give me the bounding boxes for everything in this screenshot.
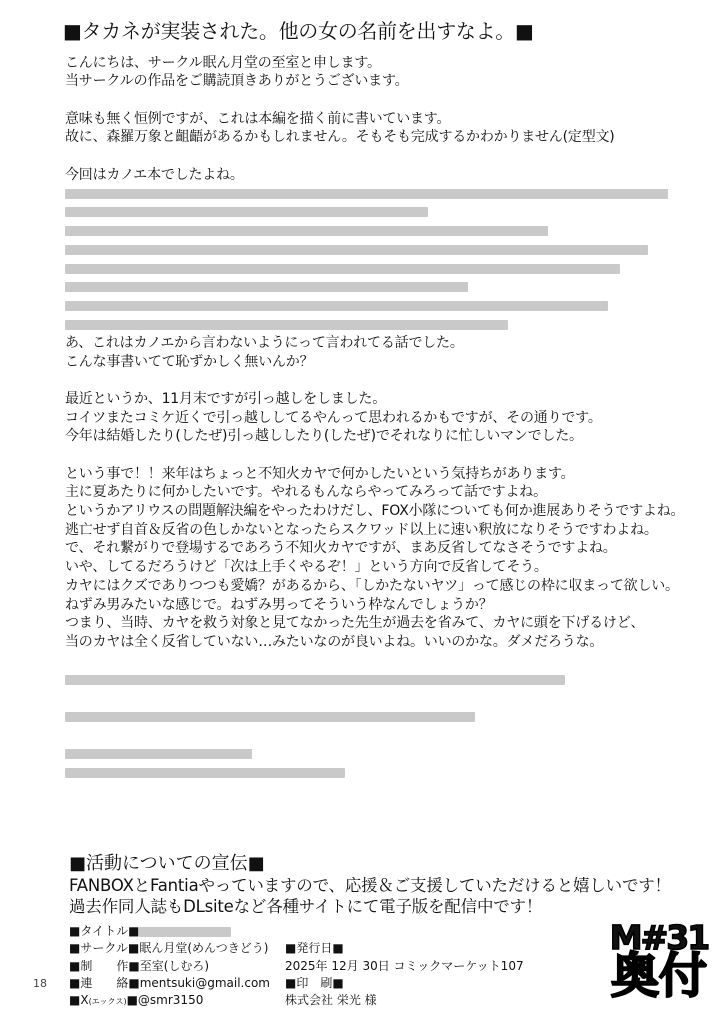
afterword-line: 意味も無く恒例ですが、これは本編を描く前に書いています。 [65,110,451,127]
publish-date-value: 2025年 12月 30日 コミックマーケット107 [285,958,524,973]
colophon-x-handle: @smr3150 [137,993,204,1008]
blank-line [65,726,684,745]
redacted-line [65,315,684,334]
colophon-label-end: ■ [126,992,138,1007]
colophon-label: ■制 作■ [69,958,140,973]
blank-line [65,652,684,671]
blank-line [65,689,684,708]
afterword-line: 故に、森羅万象と齟齬があるかもしれません。そもそも完成するかわかりません(定型文) [65,129,615,146]
redaction-bar [65,189,668,199]
blank-line [65,147,684,166]
printer-label: ■印 刷■ [285,975,344,990]
redaction-bar [65,320,508,330]
stamp-label: 奥付 [610,948,707,1004]
afterword-line: カヤにはクズでありつつも愛嬌？があるから、「しかたないヤツ」って感じの枠に収まって欲しい。 [65,577,679,594]
redaction-bar [65,768,345,778]
colophon-left [69,923,270,1009]
redaction-bar [139,927,231,937]
page-heading: ■タカネが実装された。他の女の名前を出すなよ。■ [63,19,534,43]
colophon-value: 眠ん月堂(めんつきどう) [139,941,269,956]
redaction-bar [65,282,468,292]
afterword-line: つまり、当時、カヤを救う対象と見てなかった先生が過去を省みて、カヤに頭を下げるけど、 [65,615,645,632]
afterword-line: 今回はカノエ本でしたよね。 [65,166,244,183]
afterword-line: で、それ繋がりで登場するであろう不知火カヤですが、まあ反省してなさそうですよね。 [65,540,617,557]
afterword-line: こんな事書いてて恥ずかしく無いんか？ [65,353,314,370]
stamp-code: M#31 [609,918,709,957]
afterword-line: こんにちは、サークル眠ん月堂の至室と申します。 [65,54,381,71]
colophon-label: ■サークル■ [69,941,140,956]
promo-line-dlsite: 過去作同人誌もDLsiteなど各種サイトにて電子版を配信中です！ [69,897,543,916]
redaction-bar [65,245,648,255]
colophon-title-row [69,923,270,940]
redaction-bar [65,749,252,759]
redacted-line [65,184,684,203]
colophon-value: 至室(しむろ) [139,958,210,973]
redaction-bar [65,207,428,217]
afterword-line: コイツまたコミケ近くで引っ越ししてるやんって思われるかもですが、その通りです。 [65,409,602,426]
redaction-bar [65,712,475,722]
colophon-circle-row [69,940,270,957]
afterword-line: あ、これはカノエから言わないようにって言われてる話でした。 [65,334,464,351]
afterword-line: 逃亡せず自首＆反省の色しかないとなったらスクワッド以上に速い釈放になりそうですわよね。 [65,521,658,538]
redacted-line [65,745,684,764]
redacted-line [65,670,684,689]
afterword-line: という事で！！来年はちょっと不知火カヤで何かしたいという気持ちがあります。 [65,465,575,482]
colophon-label [69,992,138,1010]
promo-heading: ■活動についての宣伝■ [69,853,265,874]
promo-line-fanbox: FANBOXとFantiaやっていますので、応援＆ご支援していただけると嬉しいです！ [69,876,671,895]
redaction-bar [65,264,620,274]
blank-line [65,91,684,110]
afterword-line: いや、してるだろうけど「次は上手くやるぞ！」という方向で反省してそう。 [65,559,548,576]
redacted-line [65,240,684,259]
afterword-line: 主に夏あたりに何かしたいです。やれるもんならやってみろって話ですよね。 [65,484,547,501]
redacted-line [65,297,684,316]
afterword-text [65,54,684,783]
redaction-bar [65,301,608,311]
afterword-line: ねずみ男みたいな感じで。ねずみ男ってそういう枠なんでしょうか？ [65,596,493,613]
colophon-right [285,940,524,1009]
colophon-label-small: (エックス) [88,996,127,1006]
redacted-line [65,708,684,727]
afterword-line: 当サークルの作品をご購読頂きありがとうございます。 [65,73,409,90]
colophon-x-row [69,992,270,1009]
blank-line [65,446,684,465]
redacted-line [65,222,684,241]
redacted-line [65,259,684,278]
afterword-line: 今年は結婚したり(したぜ)引っ越ししたり(したぜ)でそれなりに忙しいマンでした。 [65,428,583,445]
afterword-line: というかアリウスの問題解決編をやったわけだし、FOX小隊についても何か進展ありそうですよね。 [65,503,685,520]
redaction-bar [65,226,548,236]
redaction-bar [65,675,565,685]
redacted-line [65,203,684,222]
promo-section [69,853,671,917]
colophon-label: ■タイトル■ [69,924,140,938]
colophon-email: mentsuki@gmail.com [139,975,270,990]
afterword-line: 最近というか、11月末ですが引っ越しをしました。 [65,390,387,407]
colophon-author-row [69,958,270,975]
redacted-line [65,278,684,297]
printer-value: 株式会社 栄光 様 [285,993,377,1008]
blank-line [65,371,684,390]
colophon-label: ■連 絡■ [69,975,140,990]
afterword-line: 当のカヤは全く反省していない…みたいなのが良いよね。いいのかな。ダメだろうな。 [65,633,604,650]
page-number: 18 [33,977,47,990]
redacted-line [65,764,684,783]
publish-date-label: ■発行日■ [285,941,344,956]
colophon-contact-row [69,975,270,992]
colophon-label-main: ■X [69,992,89,1007]
